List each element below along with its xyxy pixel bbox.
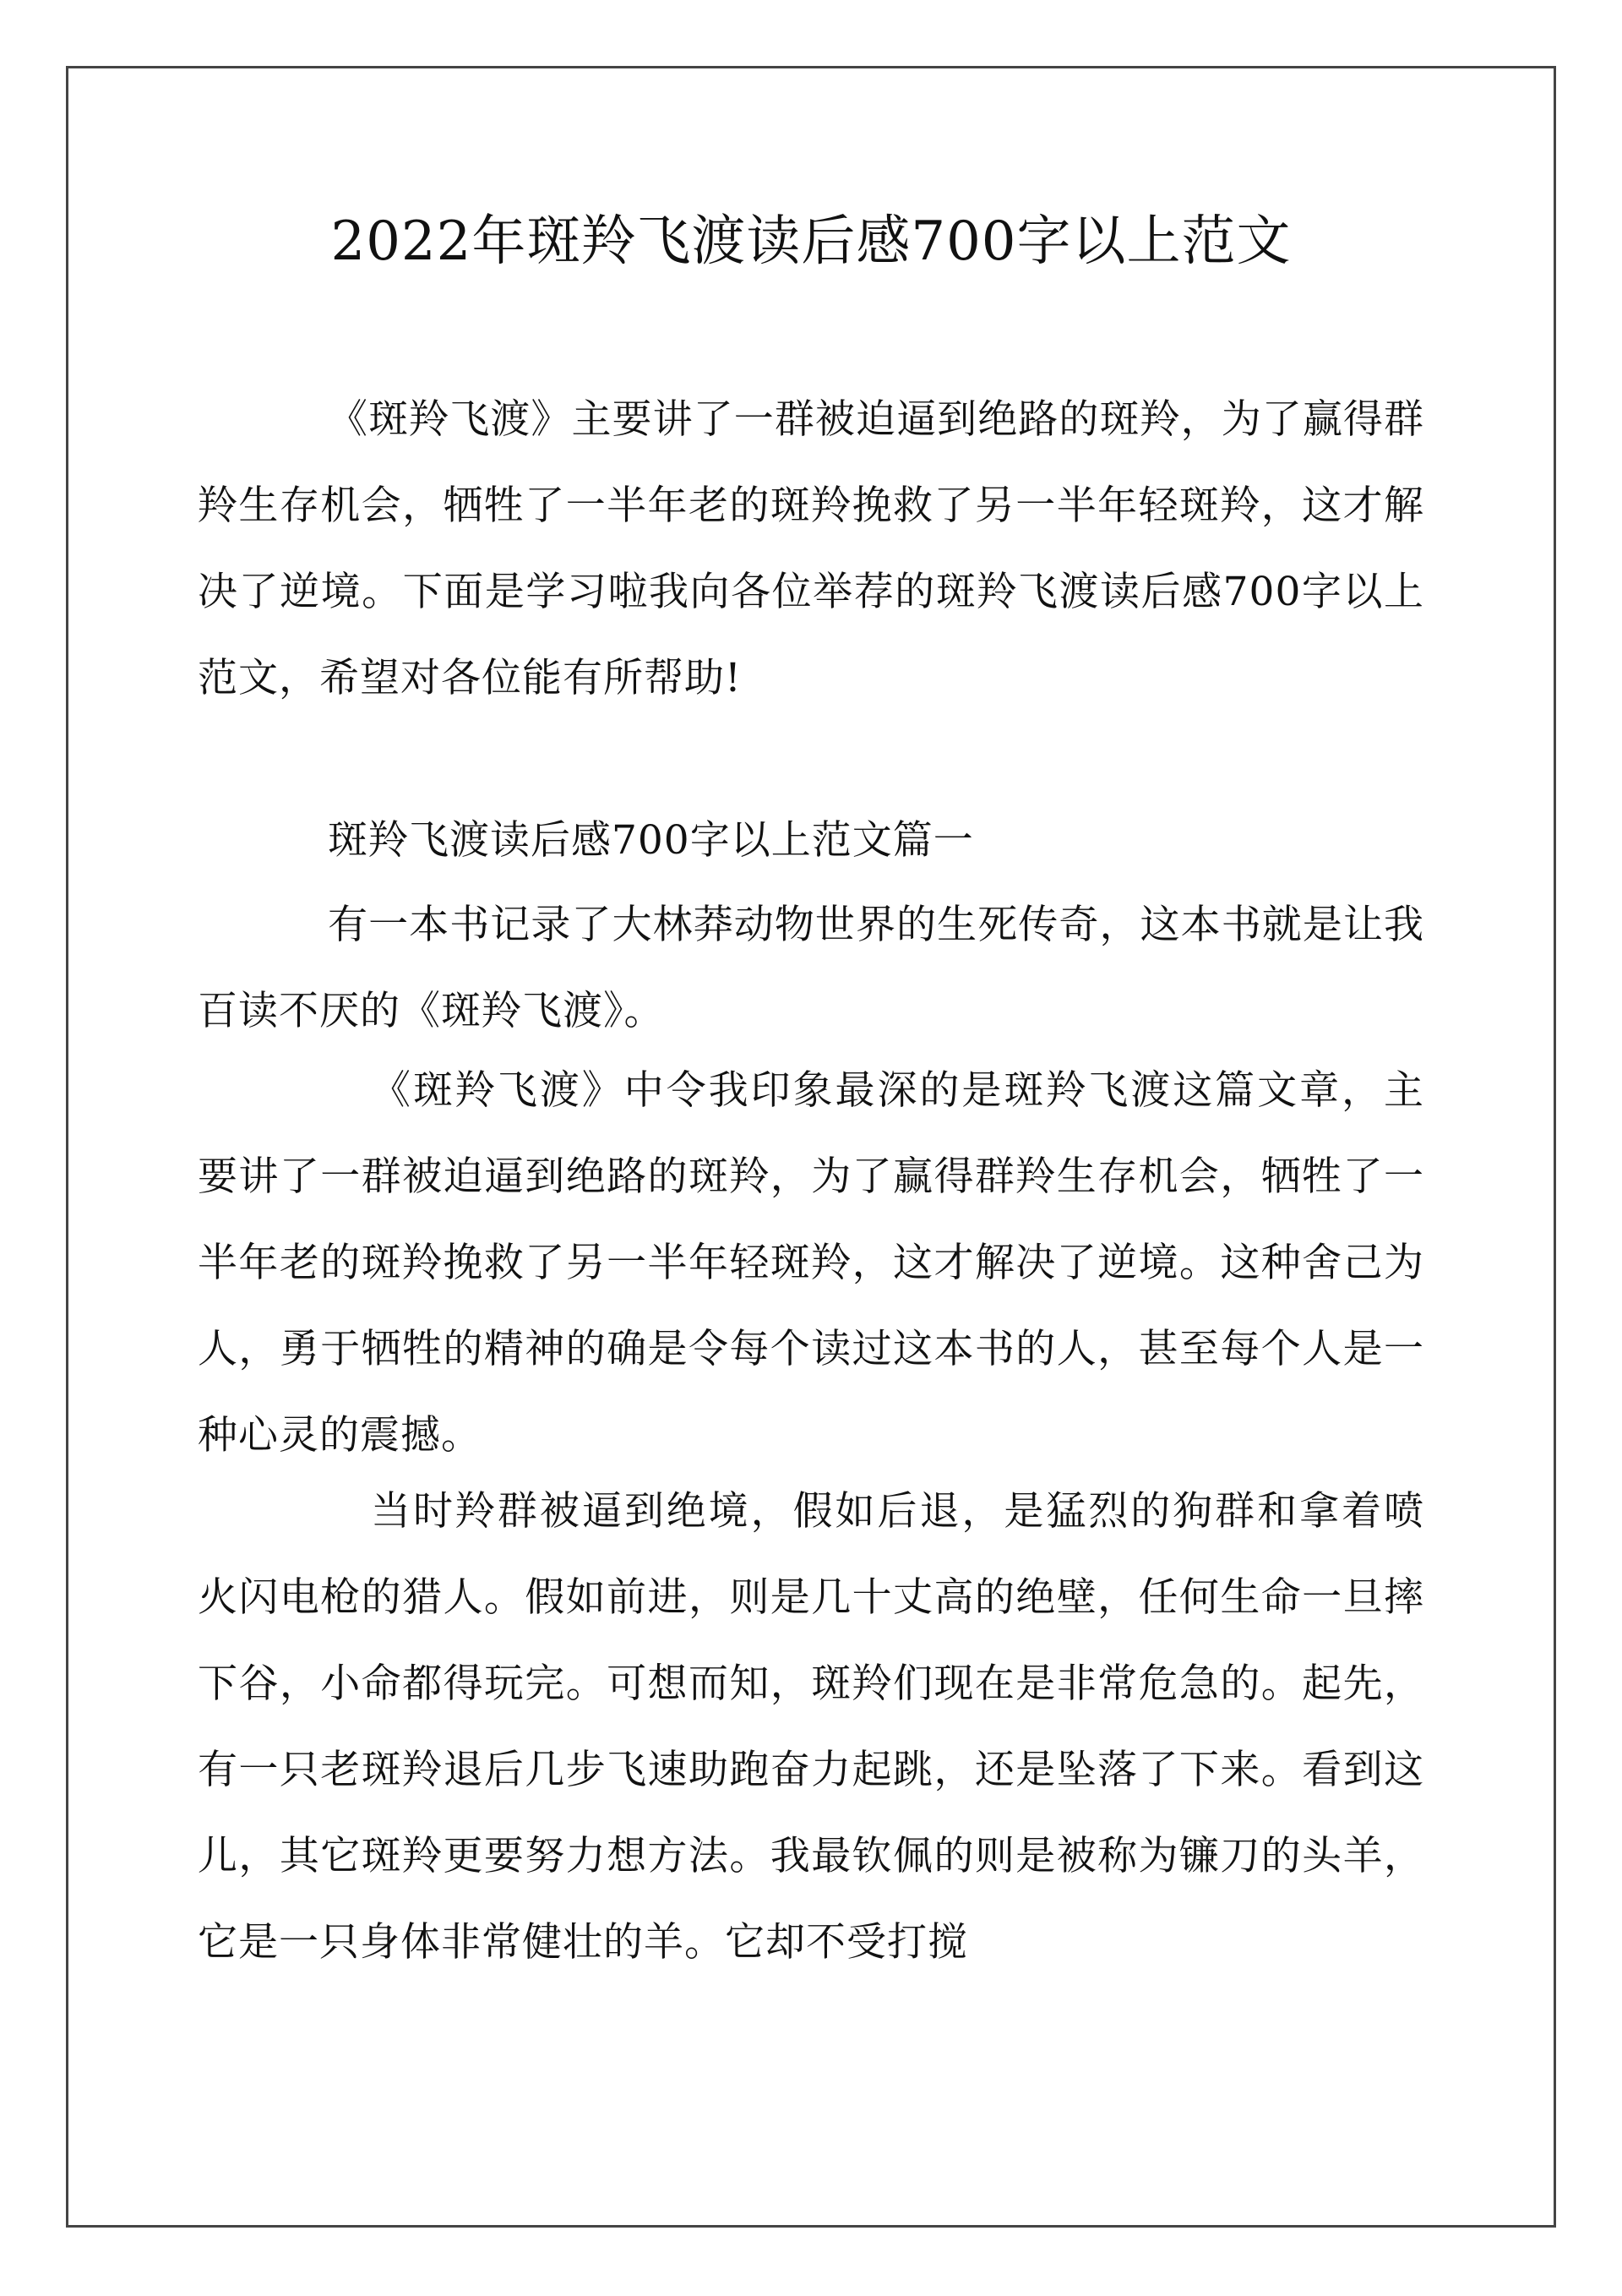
body-paragraph-1: 有一本书记录了大林莽动物世界的生死传奇，这本书就是让我百读不厌的《斑羚飞渡》。 <box>198 902 1424 1034</box>
body-paragraph-2: 《斑羚飞渡》中令我印象最深的是斑羚飞渡这篇文章，主要讲了一群被迫逼到绝路的斑羚，为了赢得群羚生存机会，牺牲了一半年老的斑羚挽救了另一半年轻斑羚，这才解决了逆境。这种舍己为人，勇于牺牲的精神的确是令每个读过这本书的人，甚至每个人是一种心灵的震撼。 <box>198 1067 1424 1459</box>
body-paragraph-3: 当时羚群被逼到绝境，假如后退，是猛烈的狗群和拿着喷火闪电枪的猎人。假如前进，则是几十丈高的绝壁，任何生命一旦摔下谷，小命都得玩完。可想而知，斑羚们现在是非常危急的。起先，有一只老斑羚退后几步飞速助跑奋力起跳，还是坠落了下来。看到这儿，其它斑羚更要努力想方法。我最钦佩的则是被称为镰刀的头羊，它是一只身体非常健壮的羊。它却不受打搅 <box>198 1488 1424 1966</box>
section-heading: 斑羚飞渡读后感700字以上范文篇一 <box>328 817 974 864</box>
document-title: 2022年斑羚飞渡读后感700字以上范文 <box>330 210 1292 273</box>
intro-paragraph: 《斑羚飞渡》主要讲了一群被迫逼到绝路的斑羚，为了赢得群羚生存机会，牺牲了一半年老的斑羚挽救了另一半年轻斑羚，这才解决了逆境。下面是学习啦我向各位举荐的斑羚飞渡读后感700字以上范文，希望对各位能有所帮助! <box>198 396 1424 701</box>
